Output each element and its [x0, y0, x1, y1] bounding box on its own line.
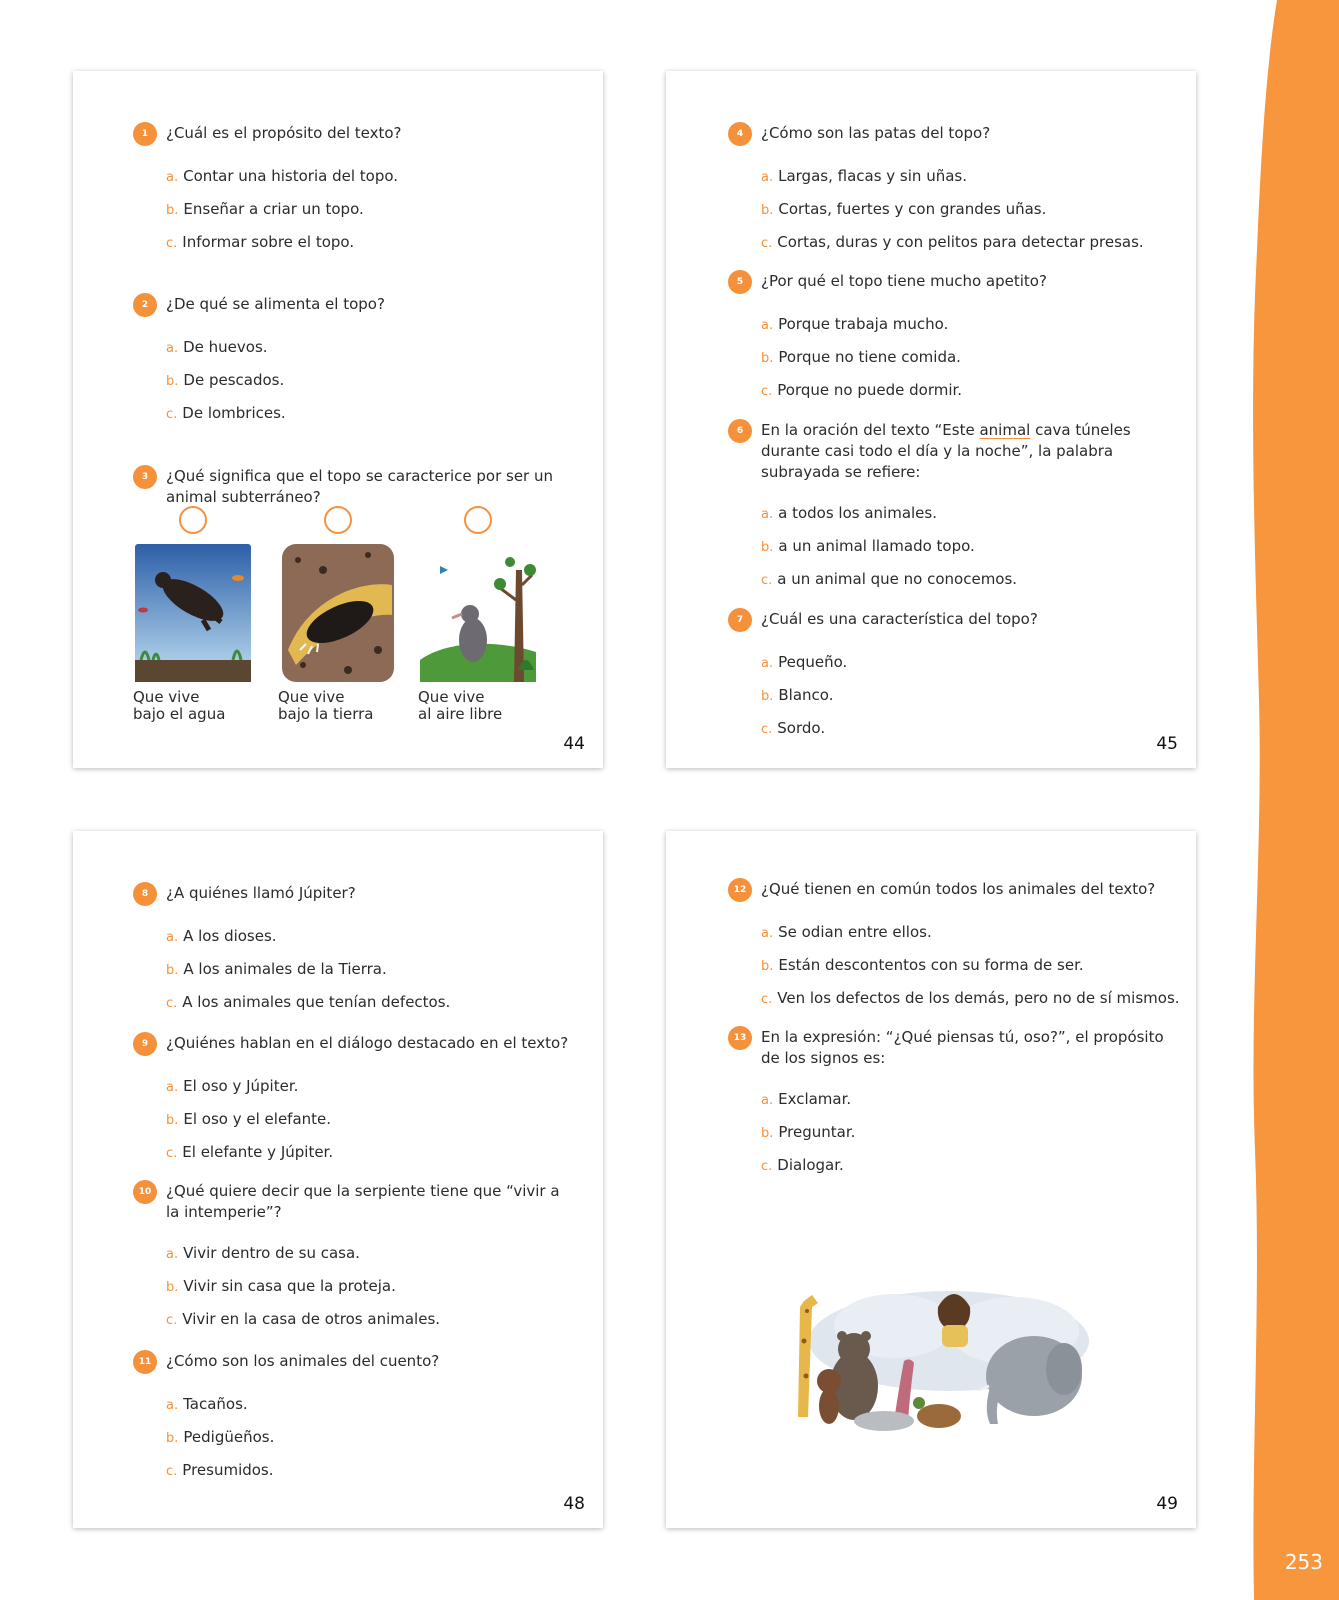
option-c[interactable]: c. De lombrices. — [166, 404, 286, 422]
question-text: ¿Qué quiere decir que la serpiente tiene que “vivir a la intemperie”? — [166, 1182, 560, 1221]
answer-options — [133, 1394, 573, 1482]
image-option-caption: Que vive bajo el agua — [133, 688, 226, 723]
answer-options — [728, 922, 1180, 1010]
question-8 — [133, 883, 573, 1014]
jupiter-and-animals-illustration — [774, 1281, 1094, 1431]
option-c[interactable]: c. A los animales que tenían defectos. — [166, 993, 451, 1011]
question-number-badge: 12 — [728, 878, 752, 902]
option-a[interactable]: a. Exclamar. — [761, 1090, 852, 1108]
mole-outdoors-illustration — [418, 540, 538, 685]
question-text: ¿Por qué el topo tiene mucho apetito? — [761, 272, 1047, 290]
option-b[interactable]: b. Preguntar. — [761, 1123, 856, 1141]
option-a[interactable]: a. Se odian entre ellos. — [761, 923, 932, 941]
underlined-word: animal — [979, 421, 1031, 439]
question-12 — [728, 879, 1180, 1010]
question-number-badge: 5 — [728, 270, 752, 294]
option-c[interactable]: c. a un animal que no conocemos. — [761, 570, 1018, 588]
option-b[interactable]: b. Blanco. — [761, 686, 834, 704]
option-a[interactable]: a. Contar una historia del topo. — [166, 167, 399, 185]
worksheet-page-48 — [73, 831, 603, 1528]
question-text: ¿A quiénes llamó Júpiter? — [166, 884, 356, 902]
option-a[interactable]: a. Tacaños. — [166, 1395, 248, 1413]
option-c[interactable]: c. Cortas, duras y con pelitos para detectar presas. — [761, 233, 1144, 251]
question-number-badge: 13 — [728, 1026, 752, 1050]
answer-circle[interactable] — [324, 506, 352, 534]
option-b[interactable]: b. Están descontentos con su forma de ser. — [761, 956, 1084, 974]
question-number-badge: 10 — [133, 1180, 157, 1204]
answer-options — [728, 1089, 1168, 1177]
option-a[interactable]: a. De huevos. — [166, 338, 268, 356]
option-b[interactable]: b. El oso y el elefante. — [166, 1110, 332, 1128]
question-text: ¿Qué tienen en común todos los animales del texto? — [761, 880, 1156, 898]
option-b[interactable]: b. Vivir sin casa que la proteja. — [166, 1277, 396, 1295]
option-a[interactable]: a. a todos los animales. — [761, 504, 937, 522]
option-b[interactable]: b. Pedigüeños. — [166, 1428, 275, 1446]
mole-underwater-illustration — [133, 540, 253, 685]
question-number-badge: 6 — [728, 419, 752, 443]
question-13 — [728, 1027, 1168, 1177]
question-text: ¿Cuál es una característica del topo? — [761, 610, 1038, 628]
question-text: ¿Quiénes hablan en el diálogo destacado en el texto? — [166, 1034, 569, 1052]
option-b[interactable]: b. a un animal llamado topo. — [761, 537, 975, 555]
option-b[interactable]: b. Cortas, fuertes y con grandes uñas. — [761, 200, 1047, 218]
worksheet-page-49 — [666, 831, 1196, 1528]
option-a[interactable]: a. A los dioses. — [166, 927, 277, 945]
option-a[interactable]: a. Porque trabaja mucho. — [761, 315, 949, 333]
option-a[interactable]: a. El oso y Júpiter. — [166, 1077, 299, 1095]
question-6 — [728, 420, 1168, 591]
question-text: ¿Cómo son los animales del cuento? — [166, 1352, 440, 1370]
answer-options — [133, 337, 573, 425]
option-c[interactable]: c. Vivir en la casa de otros animales. — [166, 1310, 441, 1328]
question-text: En la expresión: “¿Qué piensas tú, oso?”, el propósito de los signos es: — [761, 1028, 1164, 1067]
answer-options — [728, 166, 1168, 254]
page-number: 45 — [1156, 734, 1178, 754]
question-number-badge: 1 — [133, 122, 157, 146]
option-a[interactable]: a. Largas, flacas y sin uñas. — [761, 167, 967, 185]
page-number: 44 — [563, 734, 585, 754]
image-option-underground — [278, 506, 398, 723]
answer-options — [133, 166, 573, 254]
image-option-caption: Que vive bajo la tierra — [278, 688, 374, 723]
question-11 — [133, 1351, 573, 1482]
question-3 — [133, 466, 573, 508]
mole-underground-illustration — [278, 540, 398, 685]
question-number-badge: 2 — [133, 293, 157, 317]
option-c[interactable]: c. Dialogar. — [761, 1156, 844, 1174]
worksheet-page-45 — [666, 71, 1196, 768]
question-7 — [728, 609, 1168, 740]
option-a[interactable]: a. Pequeño. — [761, 653, 848, 671]
option-b[interactable]: b. Enseñar a criar un topo. — [166, 200, 364, 218]
option-b[interactable]: b. A los animales de la Tierra. — [166, 960, 387, 978]
option-c[interactable]: c. El elefante y Júpiter. — [166, 1143, 334, 1161]
worksheet-page-44 — [73, 71, 603, 768]
answer-options — [133, 926, 573, 1014]
question-number-badge: 3 — [133, 465, 157, 489]
question-9 — [133, 1033, 573, 1164]
question-text: ¿Qué significa que el topo se caracterice por ser un animal subterráneo? — [166, 467, 553, 506]
question-number-badge: 4 — [728, 122, 752, 146]
answer-circle[interactable] — [179, 506, 207, 534]
answer-options — [133, 1076, 573, 1164]
option-c[interactable]: c. Informar sobre el topo. — [166, 233, 355, 251]
orange-side-band — [1249, 0, 1339, 1600]
question-4 — [728, 123, 1168, 254]
image-option-outdoors — [418, 506, 538, 723]
answer-circle[interactable] — [464, 506, 492, 534]
answer-options — [728, 503, 1168, 591]
question-number-badge: 9 — [133, 1032, 157, 1056]
question-text: En la oración del texto “Este animal cava túneles durante casi todo el día y la noche”, la palabra subrayada se refiere: — [761, 421, 1131, 481]
question-1 — [133, 123, 573, 254]
answer-options — [728, 314, 1168, 402]
option-c[interactable]: c. Porque no puede dormir. — [761, 381, 963, 399]
option-c[interactable]: c. Presumidos. — [166, 1461, 274, 1479]
option-a[interactable]: a. Vivir dentro de su casa. — [166, 1244, 360, 1262]
question-2 — [133, 294, 573, 425]
answer-options — [728, 652, 1168, 740]
image-option-caption: Que vive al aire libre — [418, 688, 503, 723]
question-text: ¿De qué se alimenta el topo? — [166, 295, 385, 313]
question-number-badge: 11 — [133, 1350, 157, 1374]
page-number: 48 — [563, 1494, 585, 1514]
option-c[interactable]: c. Ven los defectos de los demás, pero no de sí mismos. — [761, 989, 1180, 1007]
question-text: ¿Cuál es el propósito del texto? — [166, 124, 402, 142]
option-b[interactable]: b. Porque no tiene comida. — [761, 348, 961, 366]
question-10 — [133, 1181, 573, 1331]
question-number-badge: 7 — [728, 608, 752, 632]
image-option-underwater — [133, 506, 253, 723]
question-5 — [728, 271, 1168, 402]
book-page-number: 253 — [1284, 1550, 1323, 1574]
question-text: ¿Cómo son las patas del topo? — [761, 124, 991, 142]
option-c[interactable]: c. Sordo. — [761, 719, 826, 737]
question-number-badge: 8 — [133, 882, 157, 906]
page-number: 49 — [1156, 1494, 1178, 1514]
option-b[interactable]: b. De pescados. — [166, 371, 285, 389]
answer-options — [133, 1243, 573, 1331]
